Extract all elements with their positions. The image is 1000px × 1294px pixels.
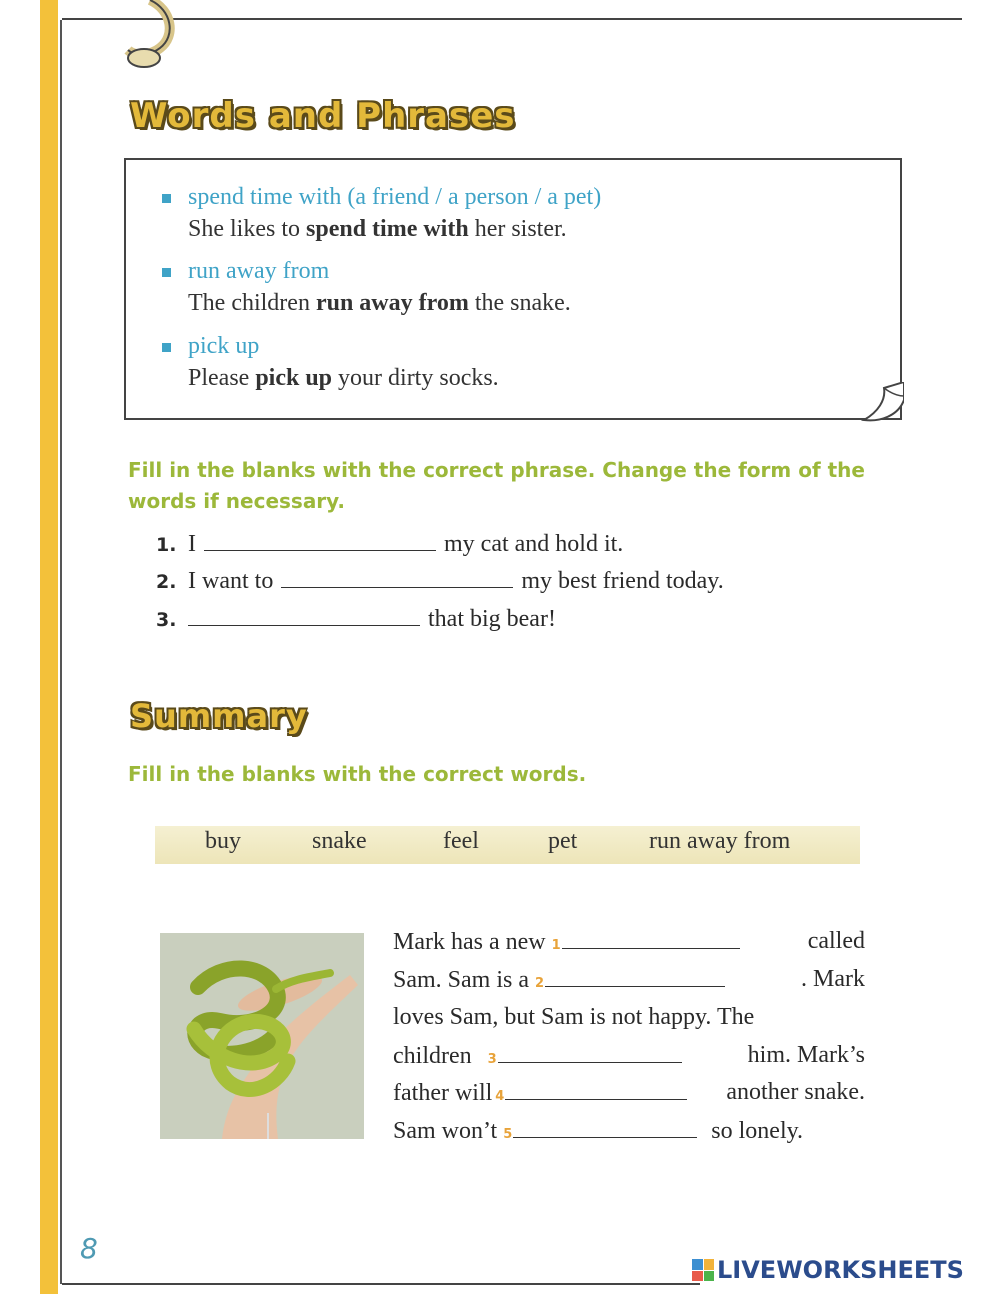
blank-number: 3: [487, 1052, 497, 1067]
page-spine: [40, 0, 58, 1294]
word-bank-item: feel: [443, 828, 479, 854]
snake-photo: [160, 933, 364, 1139]
story-line: Mark has a new 1 called: [393, 928, 865, 955]
exercise-item: 2. I want to my best friend today.: [156, 568, 724, 594]
phrase-example: Please pick up your dirty socks.: [188, 365, 499, 391]
phrase-example: She likes to spend time with her sister.: [188, 216, 567, 242]
story-line: Sam. Sam is a 2 . Mark: [393, 966, 865, 993]
item-number: 3.: [156, 609, 177, 631]
phrase-example: The children run away from the snake.: [188, 290, 571, 316]
instruction-exercise-2: Fill in the blanks with the correct words.: [128, 762, 587, 786]
margin-line: [60, 20, 62, 1284]
liveworksheets-icon: [692, 1259, 714, 1281]
blank-number: 5: [503, 1127, 513, 1142]
answer-blank-3[interactable]: [188, 605, 420, 626]
instruction-exercise-1: Fill in the blanks with the correct phrase. Change the form of the words if necessary.: [128, 458, 865, 513]
blank-number: 2: [535, 976, 545, 991]
answer-blank-2[interactable]: [281, 567, 513, 588]
word-bank-item: snake: [312, 828, 367, 854]
bullet-icon: [162, 268, 171, 277]
liveworksheets-logo: [692, 1256, 964, 1284]
page-number: 8: [80, 1232, 98, 1265]
story-line: loves Sam, but Sam is not happy. The: [393, 1004, 755, 1030]
blank-number: 4: [495, 1089, 505, 1104]
word-bank: [155, 826, 860, 864]
story-blank-1[interactable]: [562, 928, 740, 949]
bullet-icon: [162, 343, 171, 352]
phrase-term: spend time with: [188, 184, 342, 210]
section-heading-summary: Summary: [130, 697, 308, 735]
exercise-item: 3. that big bear!: [156, 606, 556, 632]
story-blank-5[interactable]: [513, 1117, 697, 1138]
story-line: Sam won’t 5 so lonely.: [393, 1118, 804, 1144]
story-blank-3[interactable]: [498, 1042, 682, 1063]
story-line: father will 4 another snake.: [393, 1079, 865, 1106]
bottom-rule: [62, 1283, 700, 1285]
phrase-box: [124, 158, 902, 420]
bullet-icon: [162, 194, 171, 203]
hook-decoration: [110, 0, 200, 80]
story-blank-4[interactable]: [505, 1079, 687, 1100]
liveworksheets-text: LIVEWORKSHEETS: [717, 1256, 964, 1284]
word-bank-item: buy: [205, 828, 241, 854]
item-number: 2.: [156, 571, 177, 593]
phrase-term-extra: (a friend / a person / a pet): [341, 184, 602, 210]
answer-blank-1[interactable]: [204, 530, 436, 551]
story-blank-2[interactable]: [545, 966, 725, 987]
story-line: children 3 him. Mark’s: [393, 1042, 865, 1069]
page-curl-icon: [858, 382, 904, 422]
word-bank-item: pet: [548, 828, 578, 854]
blank-number: 1: [551, 938, 561, 953]
item-number: 1.: [156, 534, 177, 556]
word-bank-item: run away from: [649, 828, 791, 854]
phrase-term: run away from: [188, 258, 330, 284]
section-heading-words-and-phrases: Words and Phrases: [130, 96, 516, 136]
phrase-term: pick up: [188, 333, 260, 359]
exercise-item: 1. I my cat and hold it.: [156, 531, 624, 557]
